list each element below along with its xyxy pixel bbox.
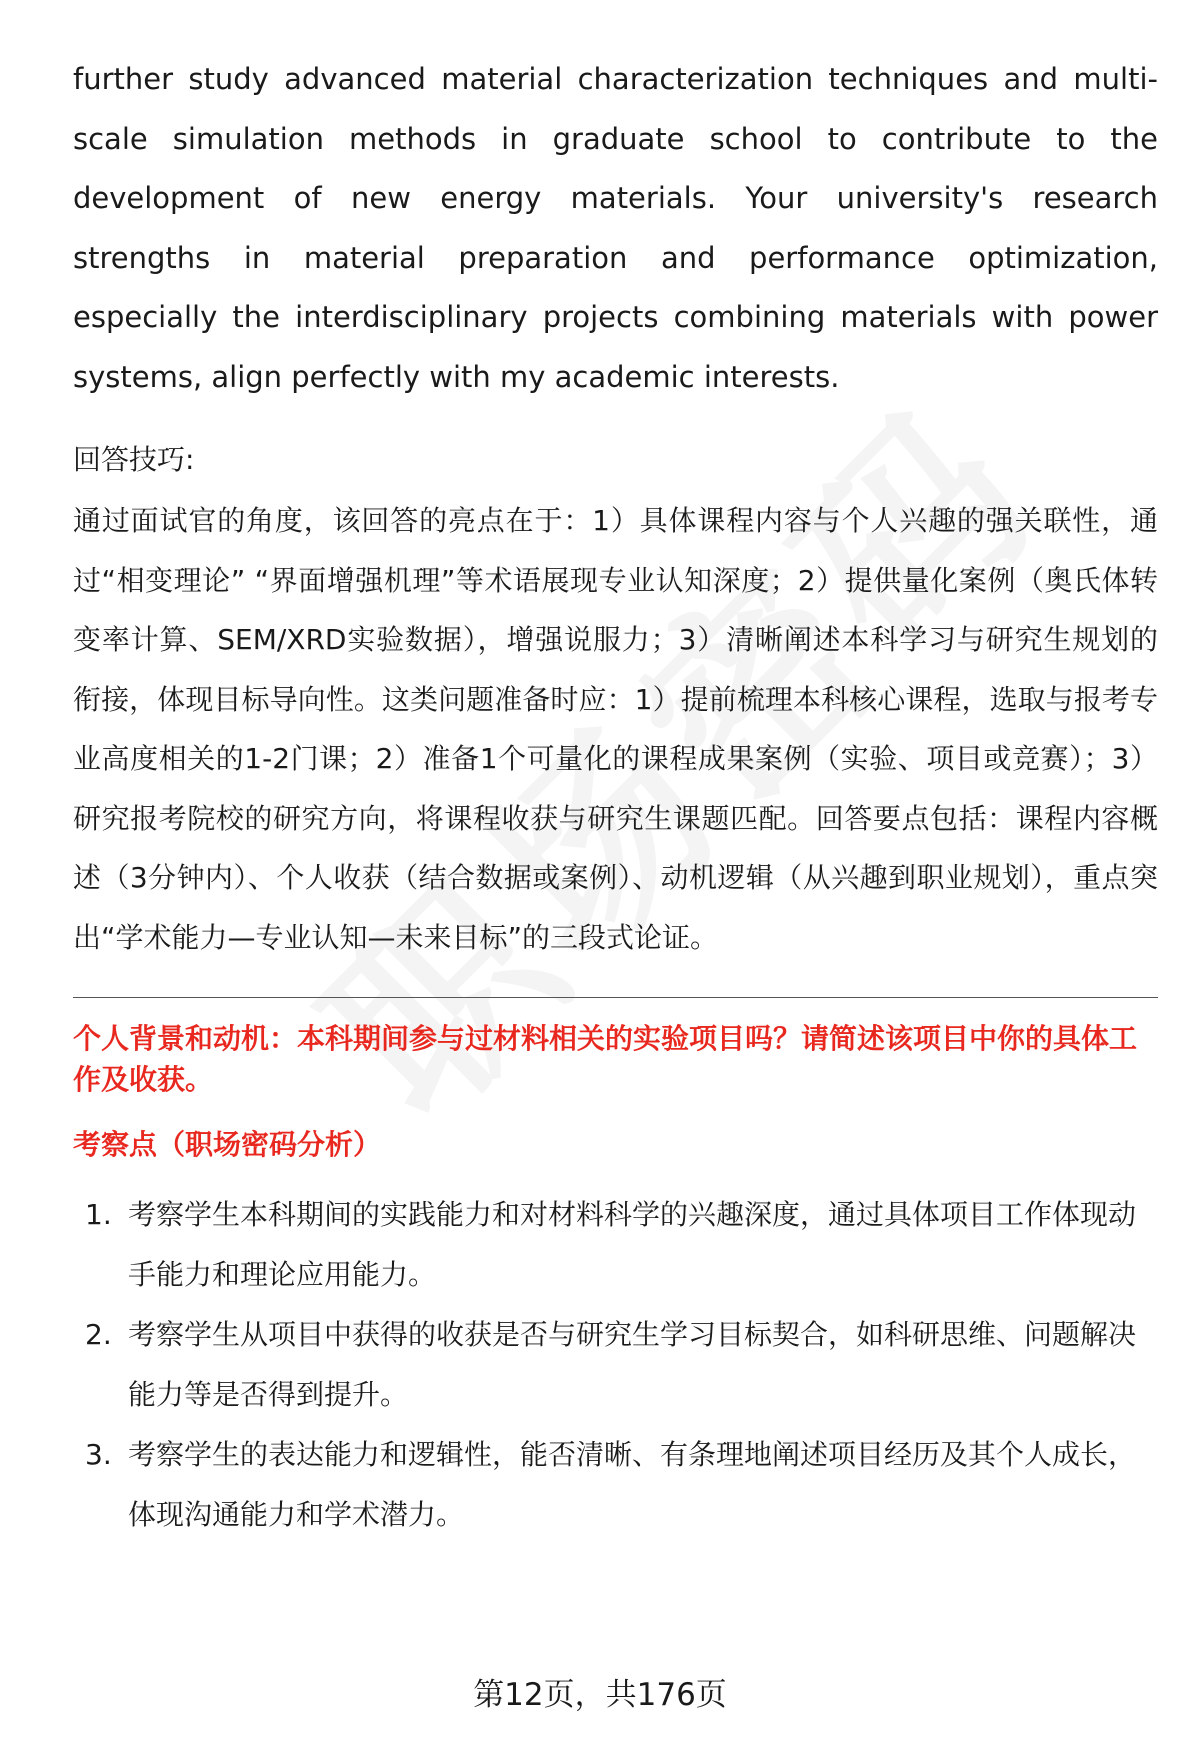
list-item-number: 2. xyxy=(85,1318,112,1351)
focus-list xyxy=(73,1185,1158,1545)
page-content xyxy=(73,50,1158,1545)
list-item-text: 考察学生的表达能力和逻辑性，能否清晰、有条理地阐述项目经历及其个人成长，体现沟通能力和学术潜力。 xyxy=(128,1438,1137,1531)
list-item xyxy=(73,1185,1158,1305)
list-item xyxy=(73,1305,1158,1425)
list-item-text: 考察学生从项目中获得的收获是否与研究生学习目标契合，如科研思维、问题解决能力等是否得到提升。 xyxy=(128,1318,1137,1411)
list-item-number: 1. xyxy=(85,1198,112,1231)
english-answer-paragraph: further study advanced material characterization techniques and multi-scale simulation methods in graduate school to contribute to the development of new energy materials. Your university's research strengths in material preparation and performance optimization, especially the interdisciplinary projects combining materials with power systems, align perfectly with my academic interests. xyxy=(73,62,1158,394)
interview-question: 个人背景和动机：本科期间参与过材料相关的实验项目吗？请简述该项目中你的具体工作及收获。 xyxy=(73,1022,1138,1096)
tips-heading: 回答技巧: xyxy=(73,443,195,476)
section-divider xyxy=(73,997,1158,998)
tips-body: 通过面试官的角度，该回答的亮点在于：1）具体课程内容与个人兴趣的强关联性，通过“相变理论” “界面增强机理”等术语展现专业认知深度；2）提供量化案例（奥氏体转变率计算、SEM/XRD实验数据），增强说服力；3）清晰阐述本科学习与研究生规划的衔接，体现目标导向性。这类问题准备时应：1）提前梳理本科核心课程，选取与报考专业高度相关的1-2门课；2）准备1个可量化的课程成果案例（实验、项目或竞赛）；3）研究报考院校的研究方向，将课程收获与研究生课题匹配。回答要点包括：课程内容概述（3分钟内）、个人收获（结合数据或案例）、动机逻辑（从兴趣到职业规划），重点突出“学术能力—专业认知—未来目标”的三段式论证。 xyxy=(73,504,1158,954)
list-item xyxy=(73,1425,1158,1545)
page-number: 第12页，共176页 xyxy=(473,1677,727,1713)
list-item-text: 考察学生本科期间的实践能力和对材料科学的兴趣深度，通过具体项目工作体现动手能力和理论应用能力。 xyxy=(128,1198,1137,1291)
focus-heading: 考察点（职场密码分析） xyxy=(73,1128,382,1161)
list-item-number: 3. xyxy=(85,1438,112,1471)
